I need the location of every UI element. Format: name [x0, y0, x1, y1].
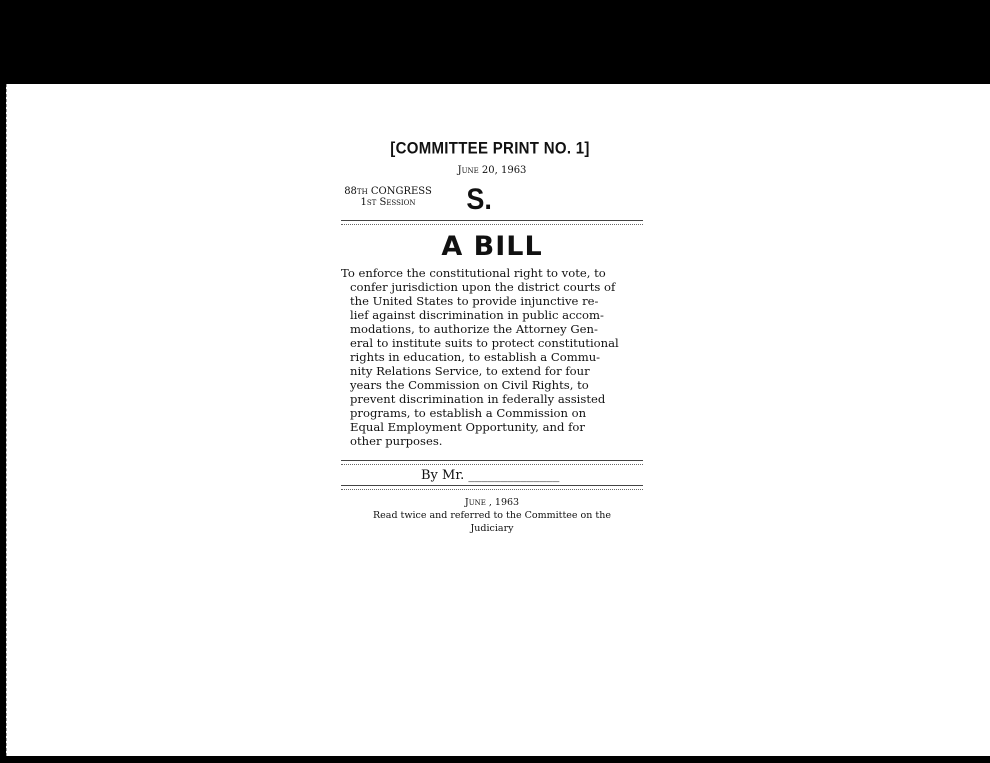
- body-line: confer jurisdiction upon the district courts of: [350, 280, 616, 294]
- divider: [341, 460, 643, 465]
- divider: [341, 220, 643, 225]
- session-label: 1st Session: [360, 197, 416, 208]
- body-line: To enforce the constitutional right to vote, to: [341, 266, 606, 280]
- print-date: June 20, 1963: [457, 165, 527, 176]
- committee-print-heading: [COMMITTEE PRINT NO. 1]: [390, 139, 590, 158]
- body-line: rights in education, to establish a Commu-: [350, 350, 601, 364]
- bill-cover: [341, 140, 643, 535]
- body-line: nity Relations Service, to extend for four: [350, 364, 590, 378]
- body-line: programs, to establish a Commission on: [350, 406, 587, 420]
- body-line: Equal Employment Opportunity, and for: [350, 420, 585, 434]
- referral-date: June , 1963: [464, 497, 520, 508]
- referral-text: Read twice and referred to the Committee on the: [373, 510, 611, 521]
- bill-title: A BILL: [441, 231, 543, 262]
- body-line: eral to institute suits to protect constitutional: [350, 336, 619, 350]
- sponsor-line: By Mr. ______________: [421, 468, 560, 483]
- body-line: other purposes.: [350, 434, 443, 448]
- document-page: [6, 84, 990, 756]
- divider: [341, 485, 643, 490]
- congress-block: [341, 183, 643, 220]
- body-line: lief against discrimination in public accom-: [350, 308, 604, 322]
- bill-purpose: [341, 266, 643, 448]
- body-line: years the Commission on Civil Rights, to: [350, 378, 589, 392]
- scan-border: [0, 756, 990, 763]
- referral-committee: Judiciary: [470, 523, 514, 534]
- congress-number: 88th CONGRESS: [344, 186, 432, 197]
- body-line: the United States to provide injunctive re-: [350, 294, 599, 308]
- body-line: modations, to authorize the Attorney Gen-: [350, 322, 598, 336]
- referral-block: [341, 496, 643, 535]
- bill-number: S.: [466, 183, 492, 216]
- body-line: prevent discrimination in federally assisted: [350, 392, 606, 406]
